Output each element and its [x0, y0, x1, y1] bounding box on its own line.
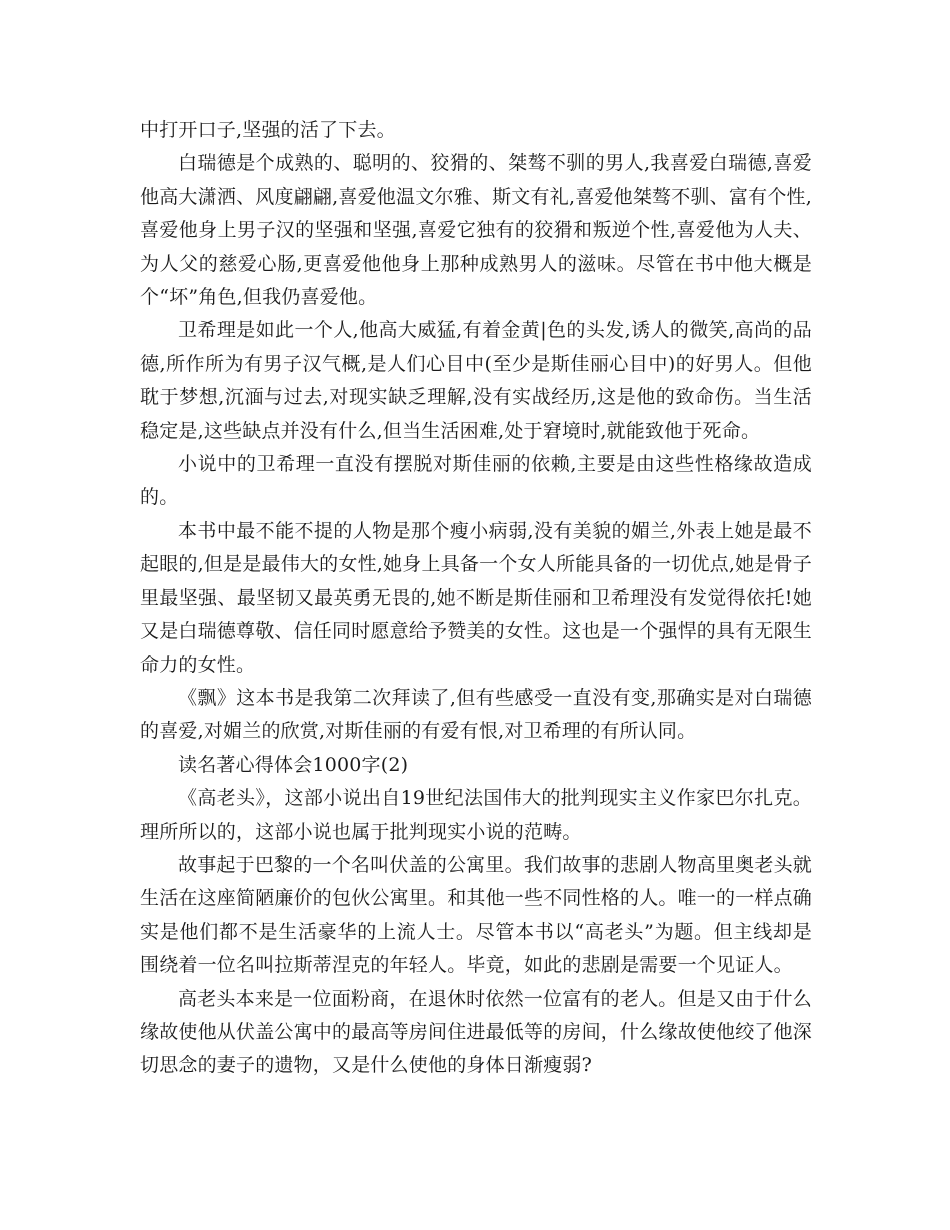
paragraph: 《高老头》，这部小说出自19世纪法国伟大的批判现实主义作家巴尔扎克。理所所以的，这部小说也属于批判现实小说的范畴。 — [140, 787, 812, 843]
document-page — [140, 114, 812, 1083]
paragraph: 白瑞德是个成熟的、聪明的、狡猾的、桀骜不驯的男人,我喜爱白瑞德,喜爱他高大潇洒、风度翩翩,喜爱他温文尔雅、斯文有礼,喜爱他桀骜不驯、富有个性,喜爱他身上男子汉的坚强和坚强,喜爱它独有的狡猾和叛逆个性,喜爱他为人夫、为人父的慈爱心肠,更喜爱他他身上那种成熟男人的滋味。尽管在书中他大概是个“坏”角色,但我仍喜爱他。 — [140, 152, 812, 309]
paragraph: 故事起于巴黎的一个名叫伏盖的公寓里。我们故事的悲剧人物高里奥老头就生活在这座简陋廉价的包伙公寓里。和其他一些不同性格的人。唯一的一样点确实是他们都不是生活豪华的上流人士。尽管本书以“高老头”为题。但主线却是围绕着一位名叫拉斯蒂涅克的年轻人。毕竟，如此的悲剧是需要一个见证人。 — [140, 853, 813, 977]
paragraph: 本书中最不能不提的人物是那个瘦小病弱,没有美貌的媚兰,外表上她是最不起眼的,但是是最伟大的女性,她身上具备一个女人所能具备的一切优点,她是骨子里最坚强、最坚韧又最英勇无畏的,她不断是斯佳丽和卫希理没有发觉得依托!她又是白瑞德尊敬、信任同时愿意给予赞美的女性。这也是一个强悍的具有无限生命力的女性。 — [140, 519, 813, 676]
paragraph: 卫希理是如此一个人,他高大威猛,有着金黄|色的头发,诱人的微笑,高尚的品德,所作所为有男子汉气概,是人们心目中(至少是斯佳丽心目中)的好男人。但他耽于梦想,沉湎与过去,对现实缺乏理解,没有实战经历,这是他的致命伤。当生活稳定是,这些缺点并没有什么,但当生活困难,处于窘境时,就能致他于死命。 — [140, 319, 812, 442]
section-heading: 读名著心得体会1000字(2) — [178, 753, 409, 776]
paragraph: 小说中的卫希理一直没有摆脱对斯佳丽的依赖,主要是由这些性格缘故造成的。 — [140, 453, 812, 509]
paragraph: 《飘》这本书是我第二次拜读了,但有些感受一直没有变,那确实是对白瑞德的喜爱,对媚兰的欣赏,对斯佳丽的有爱有恨,对卫希理的有所认同。 — [140, 686, 812, 743]
paragraph: 高老头本来是一位面粉商，在退休时依然一位富有的老人。但是又由于什么缘故使他从伏盖公寓中的最高等房间住进最低等的房间，什么缘故使他绞了他深切思念的妻子的遗物，又是什么使他的身体日渐瘦弱? — [140, 987, 813, 1077]
paragraph: 中打开口子,坚强的活了下去。 — [140, 119, 396, 141]
